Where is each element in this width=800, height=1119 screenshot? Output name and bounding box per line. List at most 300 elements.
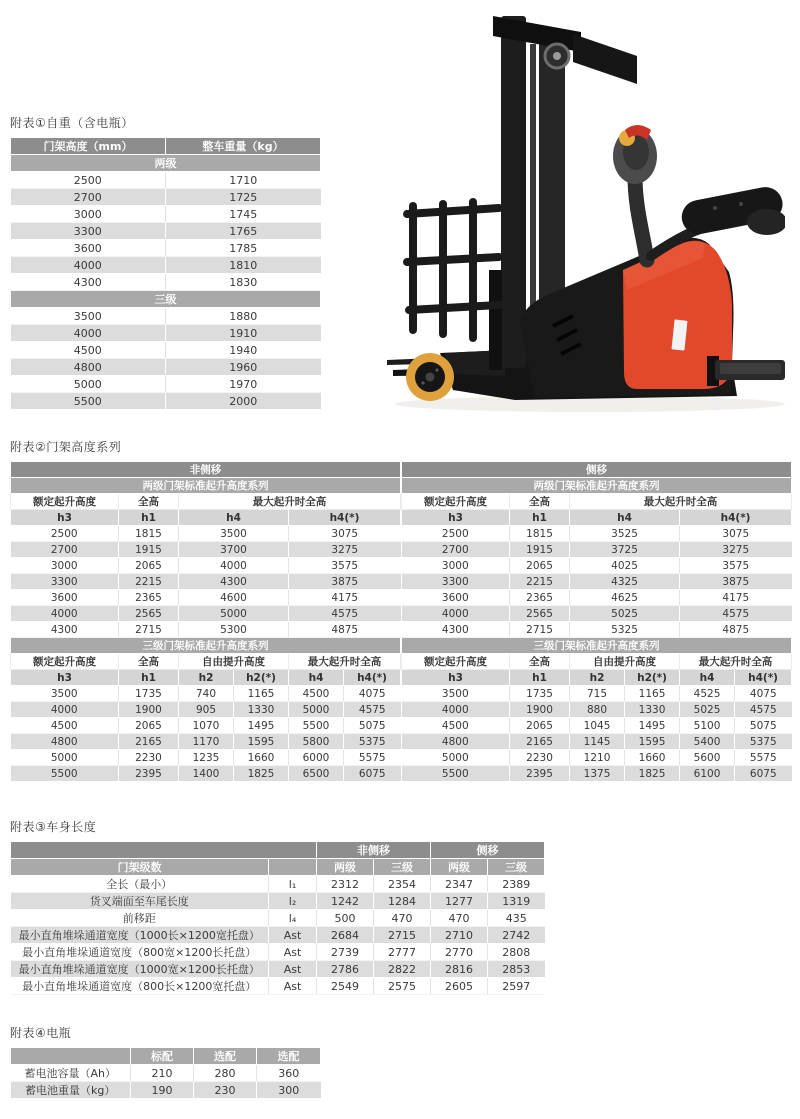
cell: 1900 (510, 702, 570, 718)
cell: 2395 (510, 766, 570, 782)
table-row (11, 734, 401, 750)
cell: 2549 (317, 978, 374, 995)
cell: 1242 (317, 893, 374, 910)
lift-cylinder (489, 270, 502, 370)
cell: 3275 (289, 542, 401, 558)
column-header: 最大起升时全高 (179, 494, 401, 510)
table-row (11, 686, 401, 702)
table3-title: 附表③车身长度 (10, 820, 97, 834)
tiller-handle (613, 125, 657, 260)
section-body-length (10, 818, 544, 995)
cell: 1595 (625, 734, 680, 750)
cell: 4575 (344, 702, 401, 718)
symbol-header: h4(*) (680, 510, 792, 526)
table-row (402, 654, 792, 670)
cell: 6500 (289, 766, 344, 782)
table-row (11, 606, 401, 622)
cell: 2853 (488, 961, 545, 978)
cell: 2312 (317, 876, 374, 893)
table-row (402, 574, 792, 590)
cell: 2395 (119, 766, 179, 782)
table-row (11, 766, 401, 782)
forklift-product-photo (385, 8, 785, 413)
symbol-header: h1 (510, 670, 570, 686)
cell: 5800 (289, 734, 344, 750)
symbol-header: h3 (11, 670, 119, 686)
cell (269, 859, 317, 876)
cell: 1910 (166, 325, 321, 342)
row-symbol: l₄ (269, 910, 317, 927)
cell: 1375 (570, 766, 625, 782)
table-row (11, 702, 401, 718)
cell: 4000 (11, 702, 119, 718)
column-header: 标配 (131, 1048, 194, 1065)
cell: 3525 (570, 526, 680, 542)
cell: 1830 (166, 274, 321, 291)
cell: 300 (257, 1082, 321, 1099)
table-row (11, 494, 401, 510)
cell: 2575 (374, 978, 431, 995)
symbol-header: h2 (570, 670, 625, 686)
table-row (402, 750, 792, 766)
cell: 2065 (510, 718, 570, 734)
cell: 2165 (119, 734, 179, 750)
table-row (402, 670, 792, 686)
symbol-header: h1 (119, 510, 179, 526)
section-self-weight (10, 114, 320, 410)
cell: 1330 (234, 702, 289, 718)
row-label: 前移距 (11, 910, 269, 927)
cell: 5100 (680, 718, 735, 734)
cell: 2597 (488, 978, 545, 995)
table-row (402, 526, 792, 542)
cell: 1825 (625, 766, 680, 782)
cell: 1277 (431, 893, 488, 910)
cell: 2770 (431, 944, 488, 961)
symbol-header: h3 (402, 670, 510, 686)
cell: 1815 (510, 526, 570, 542)
cell: 5000 (289, 702, 344, 718)
row-label: 货叉端面至车尾长度 (11, 893, 269, 910)
cell: 1595 (234, 734, 289, 750)
cell: 2500 (11, 172, 166, 189)
symbol-header: h3 (11, 510, 119, 526)
cell: 470 (374, 910, 431, 927)
cell: 470 (431, 910, 488, 927)
cell: 1880 (166, 308, 321, 325)
symbol-header: h4 (570, 510, 680, 526)
table-row (11, 893, 545, 910)
load-backrest (407, 202, 499, 338)
column-header: 额定起升高度 (11, 494, 119, 510)
row-label: 最小直角堆垛通道宽度（1000长×1200宽托盘） (11, 927, 269, 944)
cell: 2715 (119, 622, 179, 638)
cell: 1735 (510, 686, 570, 702)
column-header: 额定起升高度 (402, 494, 510, 510)
table-row (402, 734, 792, 750)
table-row (402, 686, 792, 702)
table-row (11, 670, 401, 686)
symbol-header: h4 (179, 510, 289, 526)
section-label: 两级 (11, 155, 321, 172)
cell: 5300 (179, 622, 289, 638)
table-row (11, 393, 321, 410)
table-row (11, 478, 401, 494)
cell: 3500 (11, 308, 166, 325)
symbol-header: h1 (510, 510, 570, 526)
cell: 3500 (402, 686, 510, 702)
group-header: 非侧移 (317, 842, 431, 859)
cell: 1745 (166, 206, 321, 223)
cell: 4800 (11, 734, 119, 750)
cell: 4300 (11, 622, 119, 638)
table-row (402, 462, 792, 478)
row-label: 最小直角堆垛通道宽度（800长×1200宽托盘） (11, 978, 269, 995)
cell: 4500 (289, 686, 344, 702)
cell: 5400 (680, 734, 735, 750)
section-label: 两级门架标准起升高度系列 (11, 478, 401, 494)
table-row (11, 510, 401, 526)
cell: 360 (257, 1065, 321, 1082)
battery-table (10, 1047, 321, 1099)
cell: 905 (179, 702, 234, 718)
table-row (11, 590, 401, 606)
cell: 1400 (179, 766, 234, 782)
cell: 740 (179, 686, 234, 702)
table-row (402, 558, 792, 574)
cell: 2565 (510, 606, 570, 622)
cell: 1660 (234, 750, 289, 766)
table-row (11, 325, 321, 342)
cell: 3500 (179, 526, 289, 542)
cell: 4600 (179, 590, 289, 606)
cell: 5600 (680, 750, 735, 766)
cell: 3275 (680, 542, 792, 558)
cell: 2700 (11, 542, 119, 558)
cell (11, 1048, 131, 1065)
table-row (11, 542, 401, 558)
table-row (11, 944, 545, 961)
cell: 715 (570, 686, 625, 702)
cell: 3000 (11, 206, 166, 223)
table-row (11, 462, 401, 478)
section-battery (10, 1024, 320, 1099)
cell: 5575 (344, 750, 401, 766)
table-row (11, 654, 401, 670)
table-row (11, 859, 545, 876)
symbol-header: h4(*) (289, 510, 401, 526)
cell: 3600 (11, 590, 119, 606)
column-header: 最大起升时全高 (570, 494, 792, 510)
table-row (402, 510, 792, 526)
cell: 5500 (11, 393, 166, 410)
cell: 4575 (680, 606, 792, 622)
cell: 4000 (179, 558, 289, 574)
row-symbol: l₁ (269, 876, 317, 893)
cell: 3600 (11, 240, 166, 257)
cell: 5375 (344, 734, 401, 750)
table-row (11, 876, 545, 893)
cell: 4000 (11, 257, 166, 274)
cell: 1145 (570, 734, 625, 750)
table2-title: 附表②门架高度系列 (10, 440, 122, 454)
symbol-header: h4 (680, 670, 735, 686)
cell: 5325 (570, 622, 680, 638)
cell: 1045 (570, 718, 625, 734)
cell: 4075 (735, 686, 792, 702)
cell: 3075 (680, 526, 792, 542)
table-row (11, 257, 321, 274)
body-length-table (10, 841, 545, 995)
cell: 2065 (119, 718, 179, 734)
cell: 5000 (11, 750, 119, 766)
cell: 3300 (11, 223, 166, 240)
group-header: 非侧移 (11, 462, 401, 478)
cell: 1725 (166, 189, 321, 206)
column-header: 自由提升高度 (179, 654, 289, 670)
table-row (11, 376, 321, 393)
cell: 1785 (166, 240, 321, 257)
table-row (11, 978, 545, 995)
cell: 2215 (119, 574, 179, 590)
cell: 5075 (735, 718, 792, 734)
column-header: 选配 (257, 1048, 321, 1065)
cell: 1495 (625, 718, 680, 734)
table-row (11, 1082, 321, 1099)
cell: 4175 (289, 590, 401, 606)
cell: 4300 (402, 622, 510, 638)
cell: 3725 (570, 542, 680, 558)
row-label: 最小直角堆垛通道宽度（800宽×1200长托盘） (11, 944, 269, 961)
cell: 230 (194, 1082, 257, 1099)
column-header: 选配 (194, 1048, 257, 1065)
row-label: 蓄电池重量（kg） (11, 1082, 131, 1099)
cell: 3875 (680, 574, 792, 590)
cell: 3600 (402, 590, 510, 606)
cell: 500 (317, 910, 374, 927)
cell: 2715 (374, 927, 431, 944)
row-symbol: Ast (269, 978, 317, 995)
table-row (402, 718, 792, 734)
cell: 4000 (11, 325, 166, 342)
cell: 5500 (289, 718, 344, 734)
cell: 4300 (11, 274, 166, 291)
cell: 3000 (11, 558, 119, 574)
table4-title: 附表④电瓶 (10, 1026, 72, 1040)
cell: 4575 (289, 606, 401, 622)
cell: 2742 (488, 927, 545, 944)
column-header: 三级 (374, 859, 431, 876)
table1-title: 附表①自重（含电瓶） (10, 116, 134, 130)
cell: 1735 (119, 686, 179, 702)
cell: 4075 (344, 686, 401, 702)
cell: 1765 (166, 223, 321, 240)
column-header: 门架级数 (11, 859, 269, 876)
table-row (11, 155, 321, 172)
cell: 3575 (289, 558, 401, 574)
cell: 1970 (166, 376, 321, 393)
cell: 4875 (680, 622, 792, 638)
cell: 4875 (289, 622, 401, 638)
cell: 1284 (374, 893, 431, 910)
table-row (402, 542, 792, 558)
cell: 2710 (431, 927, 488, 944)
table-row (11, 1048, 321, 1065)
table-row (402, 590, 792, 606)
section-label: 三级门架标准起升高度系列 (402, 638, 792, 654)
mast-height-table-sideshift (401, 461, 792, 782)
cell: 4325 (570, 574, 680, 590)
symbol-header: h4 (289, 670, 344, 686)
column-header: 额定起升高度 (402, 654, 510, 670)
table-row (11, 638, 401, 654)
table-row (11, 842, 545, 859)
armrest (651, 184, 785, 256)
cell: 4500 (402, 718, 510, 734)
cell: 6075 (735, 766, 792, 782)
cell: 3500 (11, 686, 119, 702)
cell: 4300 (179, 574, 289, 590)
cell: 5000 (11, 376, 166, 393)
cell: 1915 (119, 542, 179, 558)
group-header: 侧移 (431, 842, 545, 859)
cell: 3300 (11, 574, 119, 590)
column-header: 最大起升时全高 (680, 654, 792, 670)
cell: 1900 (119, 702, 179, 718)
column-header: 自由提升高度 (570, 654, 680, 670)
table-row (11, 910, 545, 927)
table-row (11, 750, 401, 766)
cell: 210 (131, 1065, 194, 1082)
cell: 2500 (402, 526, 510, 542)
table-row (11, 718, 401, 734)
cell: 1660 (625, 750, 680, 766)
cell: 4625 (570, 590, 680, 606)
row-label: 全长（最小） (11, 876, 269, 893)
cell: 2816 (431, 961, 488, 978)
cell: 6075 (344, 766, 401, 782)
table-row (402, 606, 792, 622)
cell: 1960 (166, 359, 321, 376)
row-symbol: Ast (269, 944, 317, 961)
column-header: 门架高度（mm） (11, 138, 166, 155)
cell: 4500 (11, 718, 119, 734)
section-label: 三级门架标准起升高度系列 (11, 638, 401, 654)
cell: 2700 (402, 542, 510, 558)
cell: 3875 (289, 574, 401, 590)
cell: 6100 (680, 766, 735, 782)
cell (11, 842, 317, 859)
cell: 4575 (735, 702, 792, 718)
row-symbol: Ast (269, 927, 317, 944)
cell: 2822 (374, 961, 431, 978)
table-row (11, 291, 321, 308)
self-weight-table (10, 137, 321, 410)
column-header: 额定起升高度 (11, 654, 119, 670)
cell: 4000 (11, 606, 119, 622)
cell: 2065 (510, 558, 570, 574)
cell: 2215 (510, 574, 570, 590)
table-row (402, 494, 792, 510)
cell: 4800 (402, 734, 510, 750)
cell: 1235 (179, 750, 234, 766)
cell: 1495 (234, 718, 289, 734)
column-header: 最大起升时全高 (289, 654, 401, 670)
cell: 4525 (680, 686, 735, 702)
table-row (11, 223, 321, 240)
cell: 2065 (119, 558, 179, 574)
cell: 2365 (510, 590, 570, 606)
column-header: 全高 (510, 494, 570, 510)
row-label: 最小直角堆垛通道宽度（1000宽×1200长托盘） (11, 961, 269, 978)
cell: 2739 (317, 944, 374, 961)
table-row (11, 359, 321, 376)
symbol-header: h2(*) (625, 670, 680, 686)
section-label: 三级 (11, 291, 321, 308)
table-row (402, 702, 792, 718)
table-row (11, 342, 321, 359)
cell: 4800 (11, 359, 166, 376)
table-row (11, 308, 321, 325)
table-row (11, 240, 321, 257)
section-mast-height (10, 438, 790, 782)
cell: 2684 (317, 927, 374, 944)
cell: 1940 (166, 342, 321, 359)
symbol-header: h1 (119, 670, 179, 686)
table-row (11, 622, 401, 638)
symbol-header: h4(*) (344, 670, 401, 686)
cell: 5500 (11, 766, 119, 782)
cell: 880 (570, 702, 625, 718)
column-header: 全高 (510, 654, 570, 670)
table-row (11, 206, 321, 223)
cell: 1810 (166, 257, 321, 274)
cell: 4000 (402, 606, 510, 622)
cell: 2347 (431, 876, 488, 893)
mast-height-tables (10, 461, 790, 782)
cell: 4000 (402, 702, 510, 718)
cell: 1915 (510, 542, 570, 558)
cell: 190 (131, 1082, 194, 1099)
cell: 1710 (166, 172, 321, 189)
cell: 2165 (510, 734, 570, 750)
cell: 2230 (510, 750, 570, 766)
symbol-header: h2 (179, 670, 234, 686)
forklift-illustration (385, 8, 785, 413)
cell: 5000 (179, 606, 289, 622)
cell: 5500 (402, 766, 510, 782)
cell: 2715 (510, 622, 570, 638)
table-row (402, 478, 792, 494)
cell: 1825 (234, 766, 289, 782)
row-symbol: Ast (269, 961, 317, 978)
cell: 5025 (680, 702, 735, 718)
cell: 2700 (11, 189, 166, 206)
table-row (11, 1065, 321, 1082)
cell: 5000 (402, 750, 510, 766)
cell: 1165 (234, 686, 289, 702)
column-header: 全高 (119, 654, 179, 670)
table-row (11, 189, 321, 206)
table-row (11, 961, 545, 978)
cell: 2500 (11, 526, 119, 542)
symbol-header: h4(*) (735, 670, 792, 686)
cell: 6000 (289, 750, 344, 766)
operator-platform (707, 356, 785, 386)
cell: 2230 (119, 750, 179, 766)
table-row (11, 574, 401, 590)
cell: 5025 (570, 606, 680, 622)
